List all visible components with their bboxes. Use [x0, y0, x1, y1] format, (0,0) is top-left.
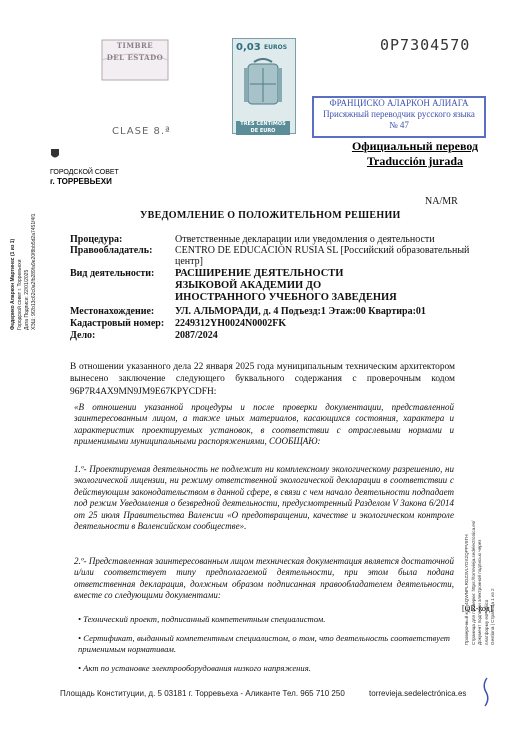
verification-code: Проверочный код: 4QWNPLRGZ3VLYDX2QPPV5TH	[464, 534, 469, 645]
stamp-value: 0,03	[236, 42, 261, 53]
timbre-line-2: DEL ESTADO	[106, 53, 164, 62]
signer-org: Городской совет г. Торревьехи	[17, 259, 23, 330]
official-heading-es: Traducción jurada	[366, 154, 464, 168]
stamp-footer: TRES CÉNTIMOS DE EURO	[236, 121, 290, 135]
signature-side-text	[6, 180, 46, 330]
signer-name: Федерико Аларкон Мартинес (1 из 1)	[10, 238, 16, 330]
footer-website: torrevieja.sedelectrónica.es	[369, 689, 467, 698]
translator-role: Присяжный переводчик русского языка	[323, 109, 475, 119]
field-label-owner: Правообладатель:	[70, 245, 153, 256]
quote-paragraph-3: 2.º- Представленная заинтересованным лицом техническая документация является достаточной и/или соответствует типу предполагаемой деятельности, при этом была подана ответственная декларация, должным образом подписанная правообладателем деятельности, вместе со следующими документами:	[74, 556, 454, 601]
verification-pages: Gestiona | Страница 1 из 2	[490, 588, 495, 645]
field-value-case: 2087/2024	[175, 330, 218, 341]
document-title: УВЕДОМЛЕНИЕ О ПОЛОЖИТЕЛЬНОМ РЕШЕНИИ	[140, 210, 401, 221]
field-label-activity: Вид деятельности:	[70, 268, 155, 279]
timbre-line-1: TIMBRE	[116, 41, 154, 50]
verification-page: Страница для проверки: https://torrevieja.sedelectronica.es/	[470, 520, 476, 645]
bullet-item-2: • Сертификат, выданный компетентным специалистом, о том, что деятельность соответствует применимым нормативам.	[78, 633, 450, 655]
field-value-cadastral: 2249312YH0024N0002FK	[175, 318, 287, 329]
timbre-seal-text	[100, 40, 170, 64]
verification-platform: Документ подписан электронной подписью через платформу esPublico	[477, 539, 489, 645]
qr-code-placeholder: [QR-код]	[462, 604, 493, 613]
quote-paragraph-1: «В отношении указанной процедуры и после проверки документации, представленной заинтересованным лицом, а также иных материалов, касающихся состояния, характера и характеристик проектируемых установок, в соответствии с отраслевыми нормами и применимыми муниципальными распоряжениями, СООБЩАЮ:	[74, 402, 454, 447]
council-city: г. ТОРРЕВЬЕХИ	[50, 177, 112, 186]
signature-hash: ХЭШ: 9f2b13c62c0a2fb289fa9e20f8bb5d2a7451f4f1	[31, 213, 37, 330]
field-value-owner: CENTRO DE EDUCACIÓN RUSIA SL [Российский образовательный центр]	[175, 245, 470, 267]
bullet-item-3: • Акт по установке электрооборудования низкого напряжения.	[78, 663, 311, 673]
coat-of-arms-icon	[240, 58, 286, 118]
field-value-activity: РАСШИРЕНИЕ ДЕЯТЕЛЬНОСТИ ЯЗЫКОВОЙ АКАДЕМИИ ДО ИНОСТРАННОГО УЧЕБНОГО ЗАВЕДЕНИЯ	[175, 268, 397, 303]
reference-code: NA/MR	[425, 196, 458, 207]
council-label: ГОРОДСКОЙ СОВЕТ	[50, 169, 119, 176]
field-value-procedure: Ответственные декларации или уведомления о деятельности	[175, 234, 435, 245]
field-value-location: УЛ. АЛЬМОРАДИ, д. 4 Подъезд:1 Этаж:00 Квартира:01	[175, 306, 426, 317]
council-block	[50, 168, 119, 187]
council-crest-icon	[50, 148, 60, 160]
field-label-case: Дело:	[70, 330, 96, 341]
stamp-unit: EUROS	[264, 44, 288, 51]
bullet-item-1: • Технический проект, подписанный компетентным специалистом.	[78, 614, 326, 624]
official-heading-ru: Официальный перевод	[351, 139, 479, 153]
clase-label: CLASE 8.ª	[112, 126, 171, 137]
intro-paragraph: В отношении указанного дела 22 января 2025 года муниципальным техническим архитектором вынесено заключение следующего буквального содержания с проверочным кодом 96P7R4AX9MN9JM9E67KPYCDFH:	[70, 362, 455, 397]
translator-number: № 47	[389, 120, 409, 130]
translator-name: ФРАНЦИСКО АЛАРКОН АЛИАГА	[329, 98, 469, 108]
footer	[60, 689, 466, 698]
field-label-location: Местонахождение:	[70, 306, 155, 317]
squiggle-mark-icon	[481, 677, 491, 707]
verification-side-text	[460, 515, 508, 645]
serial-number: 0P7304570	[380, 36, 471, 54]
official-translation-heading	[340, 139, 490, 169]
field-label-procedure: Процедура:	[70, 234, 123, 245]
quote-paragraph-2: 1.º- Проектируемая деятельность не подлежит ни комплексному экологическому разрешению, ни экологической лицензии, ни режиму ответственной экологической декларации в соответствии с действующим законодательством в данной сфере, в связи с чем начало деятельности подпадает под режим Уведомления о безвредной деятельности, предусмотренный Разделом V Закона 6/2014 от 25 июля Правительства Валенсии «О предотвращении, качестве и экологическом контроле деятельности в Валенсийском сообществе».	[74, 464, 454, 532]
field-label-cadastral: Кадастровый номер:	[70, 318, 165, 329]
footer-address: Площадь Конституции, д. 5 03181 г. Торревьеха - Аликанте Тел. 965 710 250	[60, 689, 345, 698]
signature-date: Дата Подписи: 22/01/2025	[24, 269, 30, 330]
